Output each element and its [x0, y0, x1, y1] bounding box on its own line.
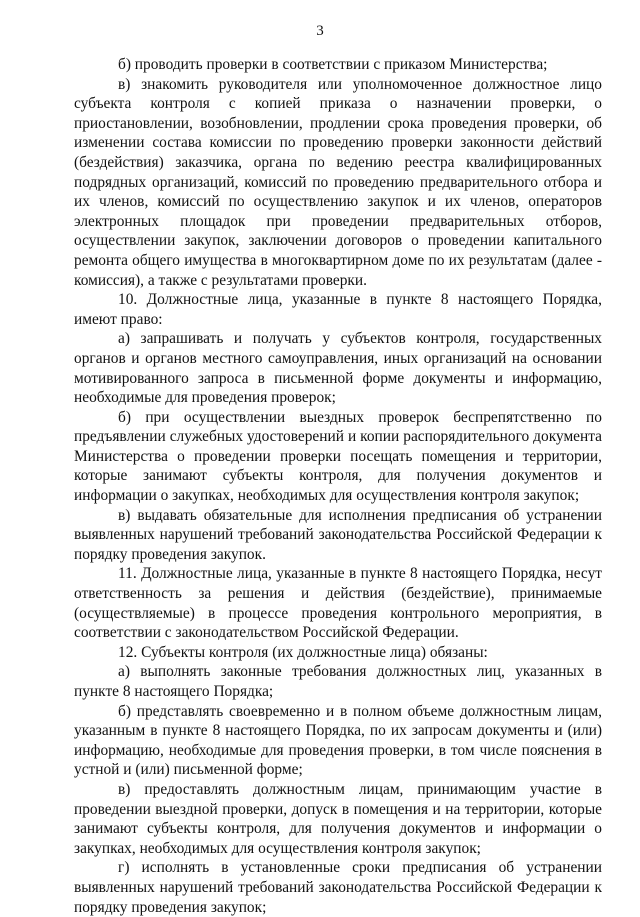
- paragraph-1b-conduct-inspections: б) проводить проверки в соответствии с приказом Министерства;: [118, 56, 548, 73]
- paragraph-10-officials-rights: 10. Должностные лица, указанные в пункте 8 настоящего Порядка, имеют право:: [74, 291, 602, 328]
- page-number: 3: [316, 23, 324, 39]
- paragraph-12a-comply-requirements: а) выполнять законные требования должностных лиц, указанных в пункте 8 настоящего Порядка;: [74, 663, 602, 700]
- paragraph-10v-issue-orders: в) выдавать обязательные для исполнения предписания об устранении выявленных нарушений требований законодательства Российской Федерации к порядку проведения закупок.: [74, 506, 602, 563]
- paragraph-11-responsibility: 11. Должностные лица, указанные в пункте 8 настоящего Порядка, несут ответственность за решения и действия (бездействие), принимаемые (осуществляемые) в процессе проведения контрольного мероприятия, в соответствии с законодательством Российской Федерации.: [74, 565, 602, 642]
- paragraph-10a-request-documents: а) запрашивать и получать у субъектов контроля, государственных органов и органов местного самоуправления, иных организаций на основании мотивированного запроса в письменной форме документы и информацию, необходимые для проведения проверок;: [74, 330, 602, 407]
- paragraph-12b-provide-documents: б) представлять своевременно и в полном объеме должностным лицам, указанным в пункте 8 настоящего Порядка, по их запросам документы и (или) информацию, необходимые для проведения проверки, в том числе пояснения в устной и (или) письменной форме;: [74, 702, 602, 779]
- paragraph-12-obligations: 12. Субъекты контроля (их должностные лица) обязаны:: [118, 643, 488, 661]
- paragraph-1v-familiarize-head: в) знакомить руководителя или уполномоченное должностное лицо субъекта контроля с копией приказа о назначении проверки, о приостановлении, возобновлении, продлении срока проведения проверки, об изменении состава комиссии по проведению проверки законности действий (бездействия) заказчика, органа по ведению реестра квалифицированных подрядных организаций, комиссий по проведению предварительного отбора и их членов, комиссий по осуществлению закупок и их членов, операторов электронных площадок при проведении предварительных отборов, осуществлении закупок, заключении договоров о проведении капитального ремонта общего имущества в многоквартирном доме по их результатам (далее - комиссия), а также с результатами проверки.: [74, 75, 602, 289]
- paragraph-10b-visit-premises: б) при осуществлении выездных проверок беспрепятственно по предъявлении служебных удостоверений и копии распорядительного документа Министерства о проведении проверки посещать помещения и территории, которые занимают субъекты контроля, для получения документов и информации о закупках, необходимых для осуществления контроля закупок;: [74, 408, 602, 505]
- document-body: [74, 55, 602, 917]
- paragraph-12g-execute-orders: г) исполнять в установленные сроки предписания об устранении выявленных нарушений требований законодательства Российской Федерации к порядку проведения закупок;: [74, 859, 602, 916]
- paragraph-12v-grant-access: в) предоставлять должностным лицам, принимающим участие в проведении выездной проверки, допуск в помещения и на территории, которые занимают субъекты контроля, для получения документов и информации о закупках, необходимых для осуществления контроля закупок;: [74, 780, 602, 857]
